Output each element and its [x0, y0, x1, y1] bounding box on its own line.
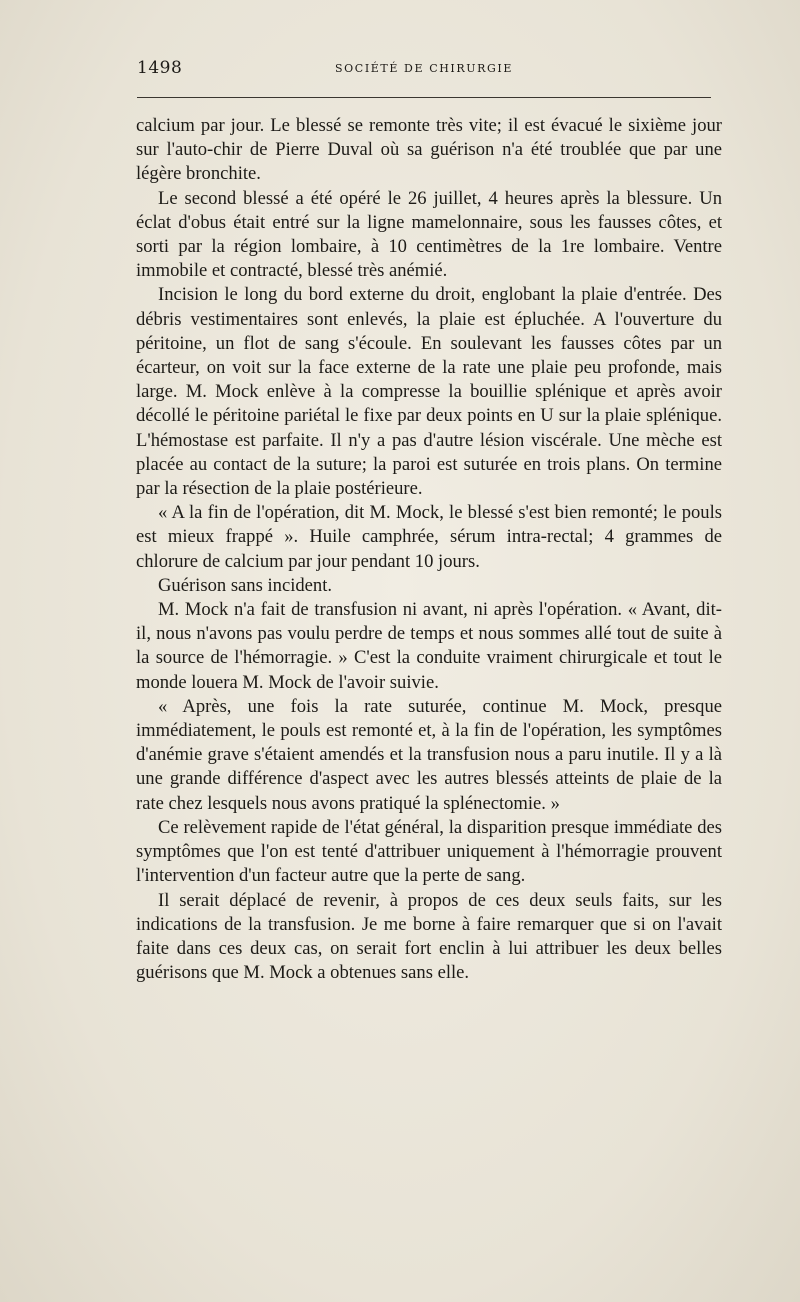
paragraph: Incision le long du bord externe du droit, englobant la plaie d'entrée. Des débris vestimentaires sont enlevés, la plaie est épluchée. A l'ouverture du péritoine, un flot de sang s'écoule. En soulevant les fausses côtes par un écarteur, on voit sur la face externe de la rate une plaie peu profonde, mais large. M. Mock enlève à la compresse la bouillie splénique et après avoir décollé le péritoine pariétal le fixe par deux points en U sur la plaie splénique. L'hémostase est parfaite. Il n'y a pas d'autre lésion viscérale. Une mèche est placée au contact de la suture; la paroi est suturée en trois plans. On termine par la résection de la plaie postérieure.	[136, 284, 722, 500]
page-header	[137, 58, 711, 88]
paragraph: Il serait déplacé de revenir, à propos de ces deux seuls faits, sur les indications de la transfusion. Je me borne à faire remarquer que si on l'avait faite dans ces deux cas, on serait fort enclin à lui attribuer les deux belles guérisons que M. Mock a obtenues sans elle.	[136, 889, 722, 984]
running-title: SOCIÉTÉ DE CHIRURGIE	[335, 62, 513, 75]
paragraph: Le second blessé a été opéré le 26 juillet, 4 heures après la blessure. Un éclat d'obus était entré sur la ligne mamelonnaire, sous les fausses côtes, et sorti par la région lombaire, à 10 centimètres de la 1re lombaire. Ventre immobile et contracté, blessé très anémié.	[136, 187, 722, 282]
article-body	[136, 114, 722, 985]
paragraph: « Après, une fois la rate suturée, continue M. Mock, presque immédiatement, le pouls est remonté et, à la fin de l'opération, les symptômes d'anémie grave s'étaient amendés et la transfusion nous a paru inutile. Il y a là une grande différence d'aspect avec les autres blessés atteints de plaie de la rate chez lesquels nous avons pratiqué la splénectomie. »	[136, 695, 722, 814]
paragraph: « A la fin de l'opération, dit M. Mock, le blessé s'est bien remonté; le pouls est mieux frappé ». Huile camphrée, sérum intra-rectal; 4 grammes de chlorure de calcium par jour pendant 10 jours.	[136, 502, 722, 572]
page-number: 1498	[137, 58, 183, 78]
paragraph: Guérison sans incident.	[158, 574, 333, 596]
paragraph: Ce relèvement rapide de l'état général, la disparition presque immédiate des symptômes que l'on est tenté d'attribuer uniquement à l'hémorragie prouvent l'intervention d'un facteur autre que la perte de sang.	[136, 816, 722, 887]
paragraph: calcium par jour. Le blessé se remonte très vite; il est évacué le sixième jour sur l'auto-chir de Pierre Duval où sa guérison n'a été troublée que par une légère bronchite.	[136, 115, 722, 185]
header-rule	[137, 97, 711, 98]
paragraph: M. Mock n'a fait de transfusion ni avant, ni après l'opération. « Avant, dit-il, nous n'avons pas voulu perdre de temps et nous sommes allé tout de suite à la source de l'hémorragie. » C'est la conduite vraiment chirurgicale et tout le monde louera M. Mock de l'avoir suivie.	[136, 599, 722, 693]
